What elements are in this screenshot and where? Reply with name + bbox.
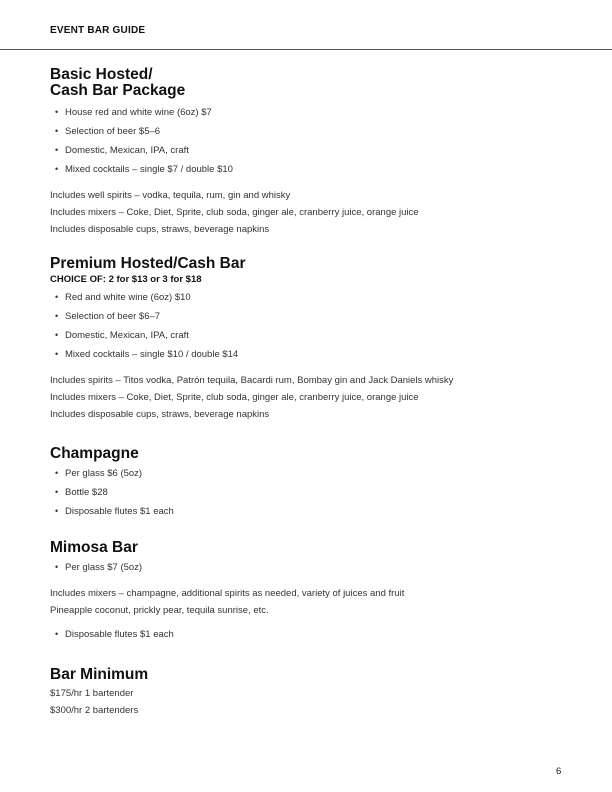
section-basic-package [50,67,570,238]
list-item-text: Per glass $6 (5oz) [65,468,143,479]
list-item [50,326,570,345]
bullet-icon: • [55,629,59,639]
list-item-text: House red and white wine (6oz) $7 [65,107,212,118]
section-title: Bar Minimum [50,666,149,683]
includes-block [50,372,570,423]
list-item-text: Selection of beer $6–7 [65,311,161,322]
includes-line: Includes spirits – Titos vodka, Patrón tequila, Bacardi rum, Bombay gin and Jack Daniels whisky [50,375,454,386]
list-item-text: Disposable flutes $1 each [65,506,174,517]
list-item [50,141,570,160]
bullet-icon: • [55,145,59,155]
minimum-lines [50,685,570,719]
list-item [50,625,570,644]
list-item-text: Mixed cocktails – single $7 / double $10 [65,164,233,175]
list-item [50,483,570,502]
list-item-text: Disposable flutes $1 each [65,629,174,640]
includes-line: Includes disposable cups, straws, beverage napkins [50,409,270,420]
bullet-icon: • [55,126,59,136]
list-item [50,558,570,577]
list-item-text: Mixed cocktails – single $10 / double $14 [65,349,239,360]
list-item [50,307,570,326]
section-mimosa-bar [50,540,570,644]
bullet-icon: • [55,330,59,340]
bullet-icon: • [55,468,59,478]
includes-line: Includes mixers – Coke, Diet, Sprite, club soda, ginger ale, cranberry juice, orange juice [50,392,419,403]
includes-line: Pineapple coconut, prickly pear, tequila sunrise, etc. [50,605,269,616]
item-list [50,464,570,521]
section-premium-bar [50,256,570,423]
list-item [50,502,570,521]
list-item [50,345,570,364]
list-item-text: Red and white wine (6oz) $10 [65,292,191,303]
list-item [50,464,570,483]
section-title: Mimosa Bar [50,539,138,556]
page-number: 6 [556,766,562,777]
section-title-line-2: Cash Bar Package [50,82,186,99]
includes-line: Includes disposable cups, straws, beverage napkins [50,224,270,235]
minimum-line: $300/hr 2 bartenders [50,705,139,716]
bullet-icon: • [55,164,59,174]
bullet-icon: • [55,349,59,359]
bullet-icon: • [55,506,59,516]
header-title: EVENT BAR GUIDE [50,25,146,36]
section-title-line-1: Basic Hosted/ [50,66,153,83]
list-item-text: Domestic, Mexican, IPA, craft [65,145,189,156]
section-subtitle: CHOICE OF: 2 for $13 or 3 for $18 [50,274,202,285]
includes-block [50,187,570,238]
list-item [50,288,570,307]
bullet-icon: • [55,311,59,321]
list-item [50,160,570,179]
bullet-icon: • [55,562,59,572]
section-title: Premium Hosted/Cash Bar [50,255,246,272]
item-list [50,558,570,577]
bullet-icon: • [55,487,59,497]
includes-line: Includes mixers – Coke, Diet, Sprite, club soda, ginger ale, cranberry juice, orange juice [50,207,419,218]
list-item-text: Selection of beer $5–6 [65,126,161,137]
minimum-line: $175/hr 1 bartender [50,688,134,699]
list-item [50,103,570,122]
list-item-text: Domestic, Mexican, IPA, craft [65,330,189,341]
includes-line: Includes mixers – champagne, additional spirits as needed, variety of juices and fruit [50,588,405,599]
list-item [50,122,570,141]
item-list [50,625,570,644]
includes-line: Includes well spirits – vodka, tequila, rum, gin and whisky [50,190,291,201]
section-title: Champagne [50,445,139,462]
bullet-icon: • [55,107,59,117]
list-item-text: Per glass $7 (5oz) [65,562,143,573]
section-bar-minimum [50,667,570,719]
list-item-text: Bottle $28 [65,487,108,498]
includes-block [50,585,570,619]
item-list [50,288,570,364]
item-list [50,103,570,179]
bullet-icon: • [55,292,59,302]
section-title [50,67,570,99]
section-champagne [50,446,570,521]
page-header [0,0,612,50]
